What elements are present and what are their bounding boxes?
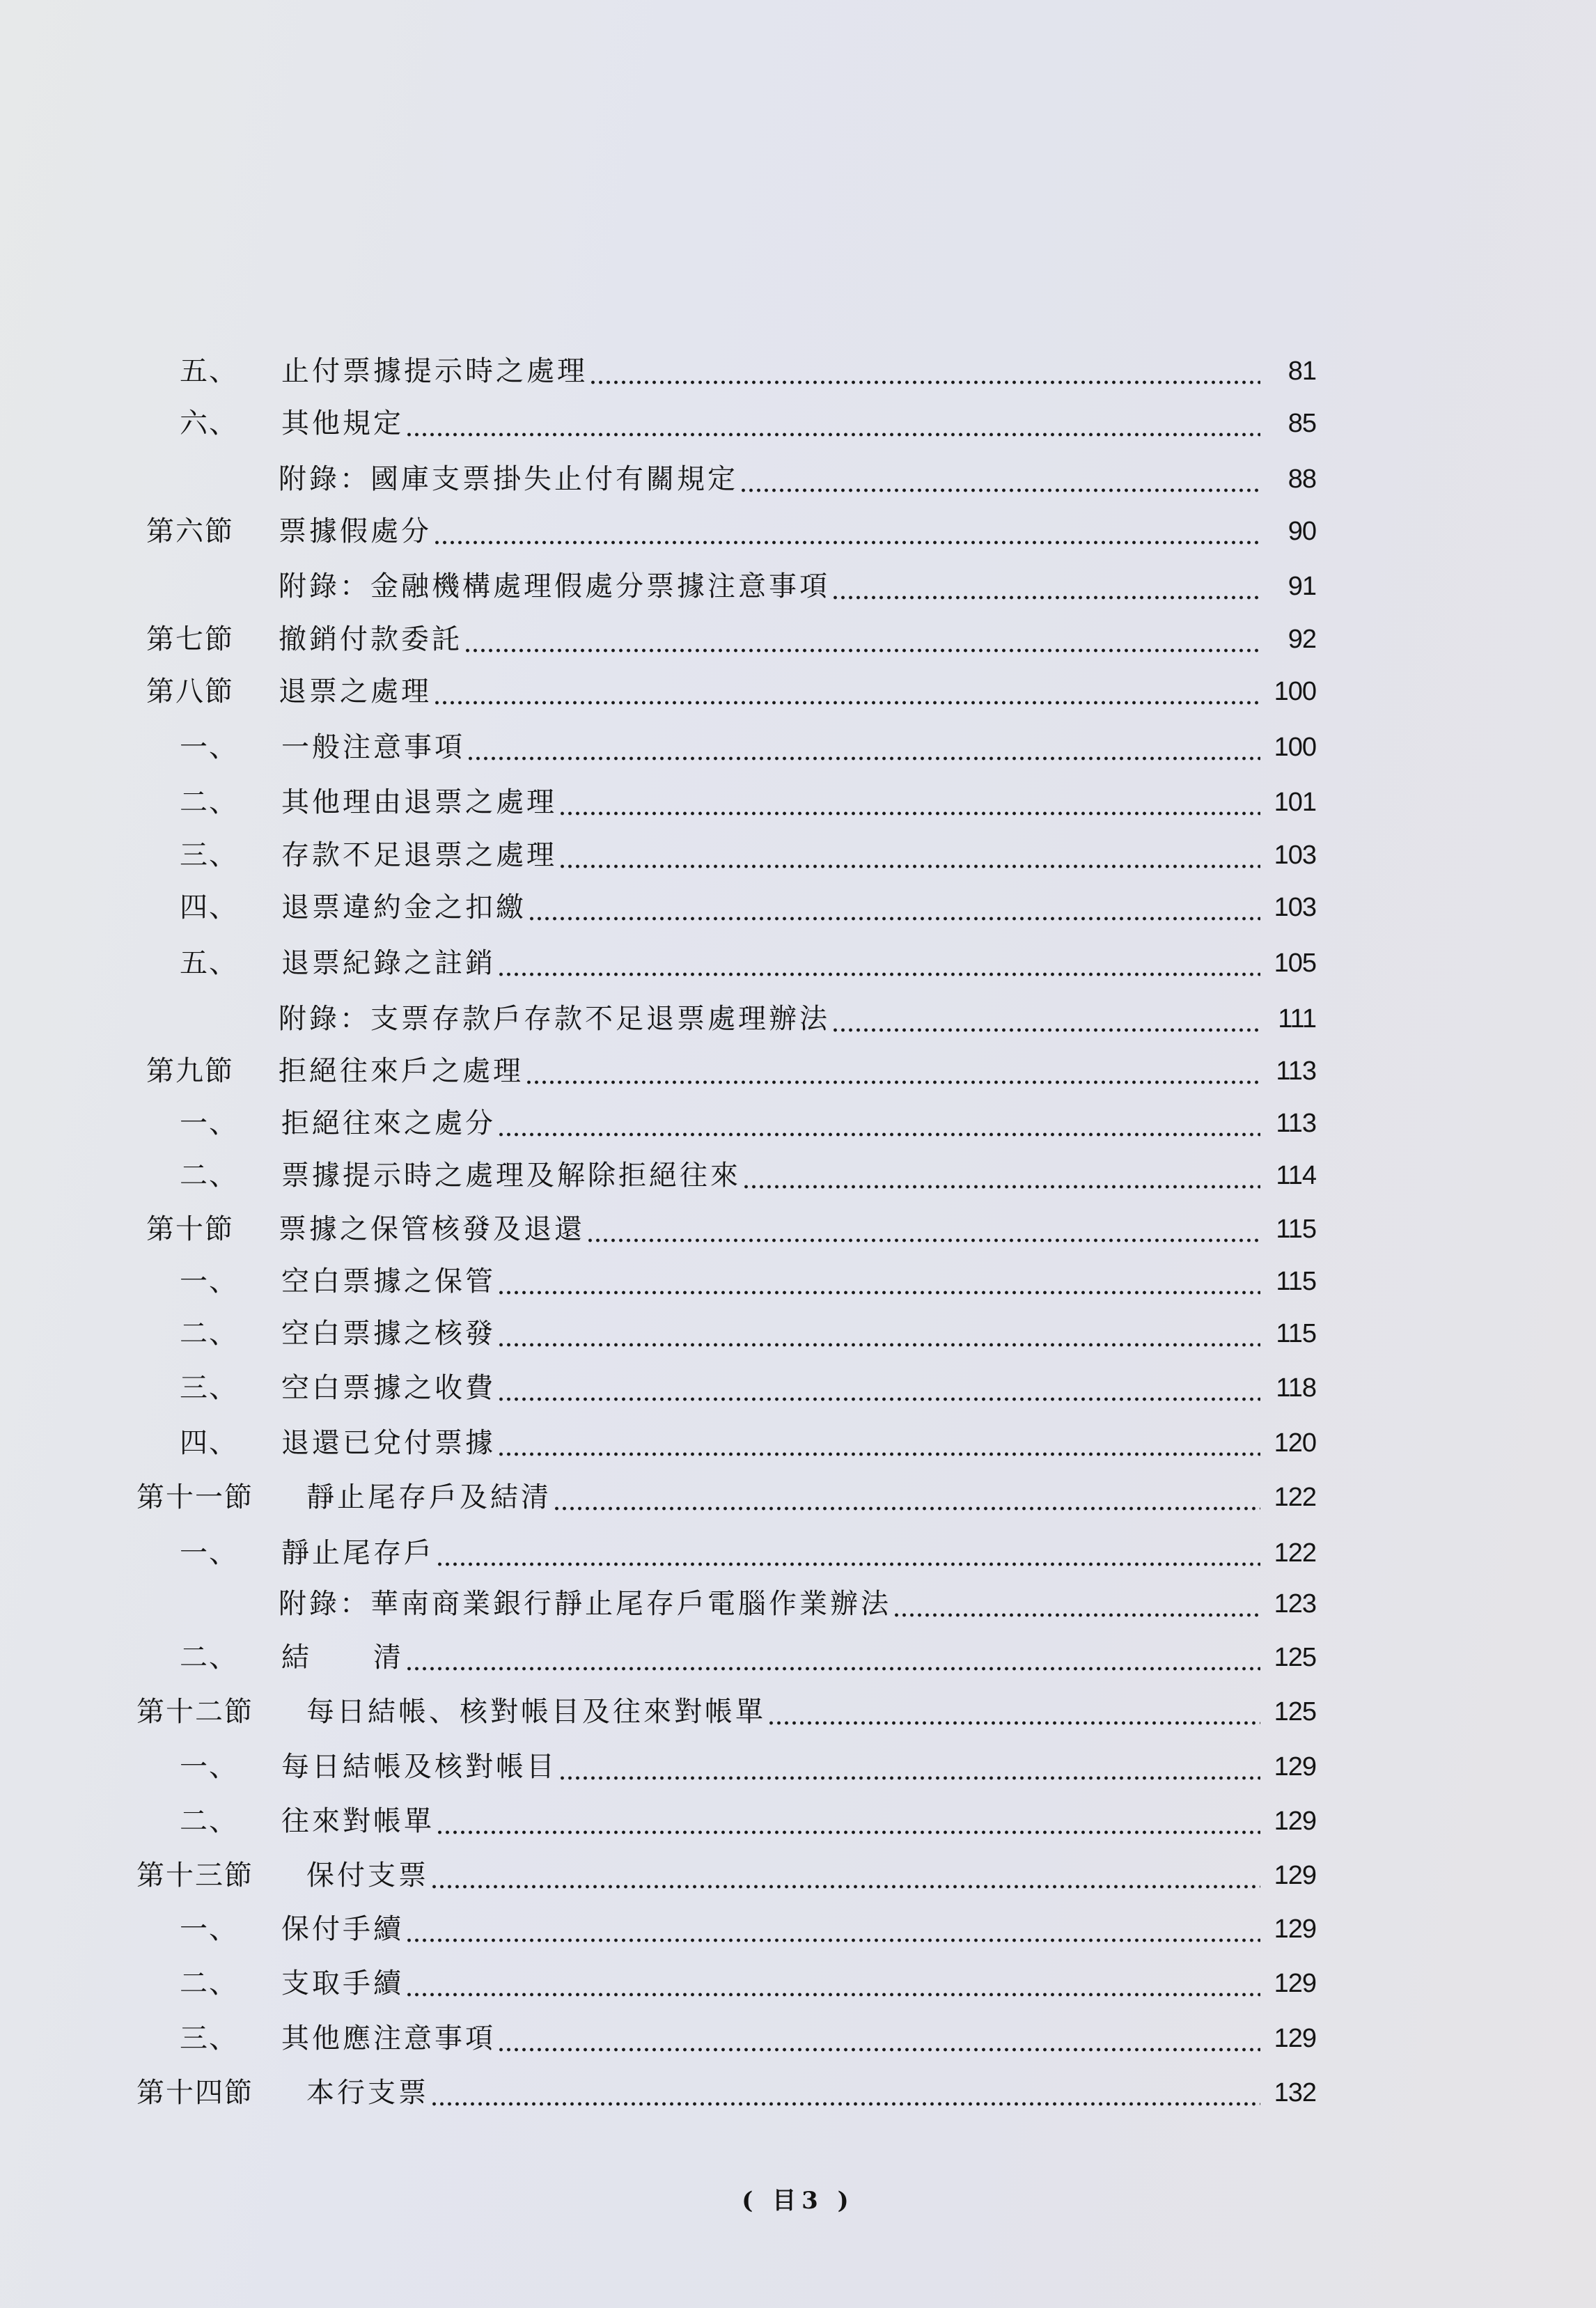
toc-page-number: 118 bbox=[1276, 1373, 1316, 1403]
toc-marker: 一、 bbox=[180, 1913, 238, 1945]
toc-title-wrap bbox=[281, 778, 1260, 827]
toc-marker: 二、 bbox=[180, 786, 238, 818]
toc-title: 其他應注意事項 bbox=[281, 2022, 496, 2054]
toc-title: 本行支票 bbox=[306, 2077, 429, 2109]
toc-row bbox=[0, 455, 1596, 504]
dot-leader bbox=[558, 831, 1260, 880]
toc-page-number: 129 bbox=[1274, 1807, 1316, 1836]
dot-leader bbox=[558, 778, 1260, 827]
toc-page-number: 115 bbox=[1276, 1267, 1316, 1296]
toc-title-wrap bbox=[279, 507, 1260, 556]
toc-title: 其他理由退票之處理 bbox=[281, 786, 557, 818]
toc-page-number: 122 bbox=[1274, 1538, 1316, 1568]
toc-title: 一般注意事項 bbox=[281, 731, 465, 763]
toc-row bbox=[0, 1580, 1596, 1628]
toc-marker: 第十四節 bbox=[136, 2077, 253, 2109]
dot-leader bbox=[553, 1473, 1260, 1522]
toc-marker: 第十節 bbox=[146, 1213, 234, 1245]
toc-marker: 三、 bbox=[180, 1372, 238, 1404]
toc-marker: 二、 bbox=[180, 1160, 238, 1192]
toc-page-number: 129 bbox=[1274, 1861, 1316, 1890]
toc-title-wrap bbox=[281, 1309, 1260, 1358]
toc-row bbox=[0, 507, 1596, 556]
dot-leader bbox=[467, 723, 1260, 772]
toc-marker: 五、 bbox=[180, 947, 238, 979]
toc-title: 撤銷付款委託 bbox=[279, 623, 462, 655]
toc-row bbox=[0, 667, 1596, 716]
toc-marker: 六、 bbox=[180, 407, 238, 439]
toc-page-number: 123 bbox=[1274, 1589, 1316, 1619]
toc-title-wrap bbox=[279, 1580, 1260, 1628]
dot-leader bbox=[433, 667, 1260, 716]
dot-leader bbox=[433, 507, 1260, 556]
toc-row bbox=[0, 1851, 1596, 1900]
toc-row bbox=[0, 1257, 1596, 1306]
toc-title-wrap bbox=[281, 939, 1260, 988]
toc-page-number: 115 bbox=[1276, 1319, 1316, 1348]
toc-title: 保付手續 bbox=[281, 1913, 404, 1945]
toc-page-number: 90 bbox=[1288, 517, 1316, 546]
toc-marker: 一、 bbox=[180, 1537, 238, 1569]
toc-row bbox=[0, 1047, 1596, 1095]
dot-leader bbox=[767, 1687, 1260, 1736]
toc-title-wrap bbox=[281, 1151, 1260, 1200]
dot-leader bbox=[430, 1851, 1260, 1900]
toc-title: 附錄：支票存款戶存款不足退票處理辦法 bbox=[279, 1003, 830, 1035]
toc-row bbox=[0, 1959, 1596, 2008]
toc-page-number: 129 bbox=[1274, 2024, 1316, 2053]
toc-title: 存款不足退票之處理 bbox=[281, 839, 557, 871]
toc-marker: 三、 bbox=[180, 2022, 238, 2054]
toc-row bbox=[0, 778, 1596, 827]
dot-leader bbox=[589, 347, 1260, 396]
dot-leader bbox=[405, 399, 1260, 448]
toc-row bbox=[0, 347, 1596, 396]
toc-row bbox=[0, 1364, 1596, 1412]
dot-leader bbox=[831, 995, 1260, 1043]
toc-page-number: 100 bbox=[1274, 677, 1316, 706]
toc-page-number: 115 bbox=[1276, 1215, 1316, 1244]
toc-marker: 二、 bbox=[180, 1642, 238, 1674]
toc-marker: 第十一節 bbox=[136, 1481, 253, 1513]
toc-page-number: 100 bbox=[1274, 733, 1316, 762]
toc-page-number: 92 bbox=[1288, 625, 1316, 654]
toc-row bbox=[0, 562, 1596, 611]
toc-page-number: 125 bbox=[1274, 1697, 1316, 1726]
dot-leader bbox=[528, 883, 1260, 932]
toc-title-wrap bbox=[281, 723, 1260, 772]
page-footer-number: ( 目3 ) bbox=[742, 2187, 854, 2215]
toc-title-wrap bbox=[279, 667, 1260, 716]
toc-title: 空白票據之保管 bbox=[281, 1265, 496, 1297]
toc-page-number: 105 bbox=[1274, 949, 1316, 978]
toc-page-number: 103 bbox=[1274, 893, 1316, 922]
toc-row bbox=[0, 1309, 1596, 1358]
toc-title: 附錄：華南商業銀行靜止尾存戶電腦作業辦法 bbox=[279, 1588, 891, 1620]
toc-marker: 二、 bbox=[180, 1318, 238, 1350]
toc-page-number: 85 bbox=[1288, 409, 1316, 438]
toc-marker: 二、 bbox=[180, 1967, 238, 1999]
toc-title: 票據之保管核發及退還 bbox=[279, 1213, 585, 1245]
toc-row bbox=[0, 883, 1596, 932]
toc-page-number: 91 bbox=[1288, 572, 1316, 601]
toc-title-wrap bbox=[279, 1205, 1260, 1254]
toc-marker: 第九節 bbox=[146, 1055, 234, 1087]
toc-title-wrap bbox=[281, 2014, 1260, 2063]
toc-page-number: 103 bbox=[1274, 841, 1316, 870]
toc-title: 附錄：國庫支票掛失止付有關規定 bbox=[279, 463, 738, 495]
dot-leader bbox=[740, 455, 1260, 504]
dot-leader bbox=[497, 939, 1260, 988]
toc-page-number: 111 bbox=[1278, 1004, 1316, 1034]
toc-title: 票據假處分 bbox=[279, 515, 432, 547]
toc-row bbox=[0, 1633, 1596, 1682]
dot-leader bbox=[742, 1151, 1260, 1200]
toc-marker: 一、 bbox=[180, 1265, 238, 1297]
dot-leader bbox=[497, 1309, 1260, 1358]
toc-page-number: 113 bbox=[1276, 1109, 1316, 1138]
toc-row bbox=[0, 399, 1596, 448]
dot-leader bbox=[464, 615, 1260, 664]
toc-title-wrap bbox=[281, 1419, 1260, 1467]
toc-title: 止付票據提示時之處理 bbox=[281, 355, 588, 387]
toc-title: 每日結帳、核對帳目及往來對帳單 bbox=[306, 1696, 766, 1728]
toc-marker: 四、 bbox=[180, 891, 238, 923]
toc-title: 往來對帳單 bbox=[281, 1805, 435, 1837]
toc-title: 其他規定 bbox=[281, 407, 404, 439]
toc-page-number: 114 bbox=[1276, 1161, 1316, 1190]
toc-marker: 第七節 bbox=[146, 623, 234, 655]
toc-title: 空白票據之收費 bbox=[281, 1372, 496, 1404]
toc-title: 靜止尾存戶及結清 bbox=[306, 1481, 551, 1513]
toc-title-wrap bbox=[281, 1257, 1260, 1306]
toc-title: 票據提示時之處理及解除拒絕往來 bbox=[281, 1160, 741, 1192]
toc-title-wrap bbox=[281, 1633, 1260, 1682]
toc-row bbox=[0, 723, 1596, 772]
toc-title-wrap bbox=[281, 347, 1260, 396]
toc-title-wrap bbox=[279, 562, 1260, 611]
toc-title-wrap bbox=[281, 831, 1260, 880]
dot-leader bbox=[893, 1580, 1260, 1628]
toc-title-wrap bbox=[279, 995, 1260, 1043]
dot-leader bbox=[405, 1959, 1260, 2008]
toc-title: 退票紀錄之註銷 bbox=[281, 947, 496, 979]
toc-title-wrap bbox=[306, 1473, 1260, 1522]
toc-page-number: 132 bbox=[1274, 2078, 1316, 2107]
dot-leader bbox=[525, 1047, 1260, 1095]
toc-marker: 第十三節 bbox=[136, 1859, 253, 1892]
toc-title-wrap bbox=[306, 2068, 1260, 2117]
dot-leader bbox=[497, 1364, 1260, 1412]
dot-leader bbox=[430, 2068, 1260, 2117]
dot-leader bbox=[497, 1257, 1260, 1306]
toc-marker: 一、 bbox=[180, 731, 238, 763]
toc-row bbox=[0, 1205, 1596, 1254]
toc-row bbox=[0, 1419, 1596, 1467]
toc-title: 每日結帳及核對帳目 bbox=[281, 1751, 557, 1783]
toc-row bbox=[0, 1473, 1596, 1522]
toc-title: 結 清 bbox=[281, 1642, 404, 1674]
dot-leader bbox=[405, 1905, 1260, 1954]
toc-row bbox=[0, 615, 1596, 664]
dot-leader bbox=[497, 1099, 1260, 1148]
dot-leader bbox=[497, 2014, 1260, 2063]
toc-page-number: 125 bbox=[1274, 1643, 1316, 1672]
dot-leader bbox=[497, 1419, 1260, 1467]
toc-title-wrap bbox=[306, 1851, 1260, 1900]
toc-page-number: 120 bbox=[1274, 1428, 1316, 1458]
toc-row bbox=[0, 995, 1596, 1043]
toc-marker: 第八節 bbox=[146, 676, 234, 708]
toc-page-number: 129 bbox=[1274, 1915, 1316, 1944]
toc-marker: 五、 bbox=[180, 355, 238, 387]
toc-title-wrap bbox=[306, 1687, 1260, 1736]
toc-title: 退還已兌付票據 bbox=[281, 1427, 496, 1459]
toc-row bbox=[0, 831, 1596, 880]
toc-row bbox=[0, 1151, 1596, 1200]
dot-leader bbox=[405, 1633, 1260, 1682]
toc-title: 拒絕往來之處分 bbox=[281, 1107, 496, 1139]
dot-leader bbox=[586, 1205, 1260, 1254]
toc-page-number: 129 bbox=[1274, 1752, 1316, 1781]
toc-marker: 四、 bbox=[180, 1427, 238, 1459]
toc-title: 空白票據之核發 bbox=[281, 1318, 496, 1350]
toc-page-number: 113 bbox=[1276, 1056, 1316, 1086]
toc-marker: 第十二節 bbox=[136, 1696, 253, 1728]
toc-title-wrap bbox=[279, 615, 1260, 664]
toc-title-wrap bbox=[281, 1959, 1260, 2008]
toc-row bbox=[0, 1905, 1596, 1954]
dot-leader bbox=[558, 1742, 1260, 1791]
toc-title-wrap bbox=[281, 399, 1260, 448]
toc-page-number: 88 bbox=[1288, 465, 1316, 494]
toc-row bbox=[0, 1529, 1596, 1577]
toc-page-number: 81 bbox=[1288, 357, 1316, 386]
toc-title: 支取手續 bbox=[281, 1967, 404, 1999]
toc-marker: 二、 bbox=[180, 1805, 238, 1837]
toc-page-number: 129 bbox=[1274, 1969, 1316, 1998]
toc-row bbox=[0, 939, 1596, 988]
toc-title-wrap bbox=[281, 1905, 1260, 1954]
dot-leader bbox=[436, 1529, 1260, 1577]
toc-row bbox=[0, 1797, 1596, 1846]
toc-page-number: 122 bbox=[1274, 1483, 1316, 1512]
toc-marker: 一、 bbox=[180, 1107, 238, 1139]
toc-row bbox=[0, 1099, 1596, 1148]
toc-title-wrap bbox=[281, 1364, 1260, 1412]
toc-title-wrap bbox=[279, 1047, 1260, 1095]
toc-title: 附錄：金融機構處理假處分票據注意事項 bbox=[279, 570, 830, 602]
toc-title-wrap bbox=[281, 1742, 1260, 1791]
toc-title: 靜止尾存戶 bbox=[281, 1537, 435, 1569]
toc-title-wrap bbox=[281, 1099, 1260, 1148]
toc-row bbox=[0, 1687, 1596, 1736]
toc-title: 保付支票 bbox=[306, 1859, 429, 1892]
toc-title: 退票之處理 bbox=[279, 676, 432, 708]
toc-title: 拒絕往來戶之處理 bbox=[279, 1055, 524, 1087]
toc-row bbox=[0, 2068, 1596, 2117]
toc-page-number: 101 bbox=[1274, 788, 1316, 817]
toc-marker: 第六節 bbox=[146, 515, 234, 547]
toc-marker: 一、 bbox=[180, 1751, 238, 1783]
toc-marker: 三、 bbox=[180, 839, 238, 871]
dot-leader bbox=[436, 1797, 1260, 1846]
toc-title: 退票違約金之扣繳 bbox=[281, 891, 526, 923]
toc-title-wrap bbox=[281, 1797, 1260, 1846]
toc-row bbox=[0, 2014, 1596, 2063]
toc-title-wrap bbox=[279, 455, 1260, 504]
dot-leader bbox=[831, 562, 1260, 611]
toc-row bbox=[0, 1742, 1596, 1791]
toc-title-wrap bbox=[281, 883, 1260, 932]
toc-title-wrap bbox=[281, 1529, 1260, 1577]
